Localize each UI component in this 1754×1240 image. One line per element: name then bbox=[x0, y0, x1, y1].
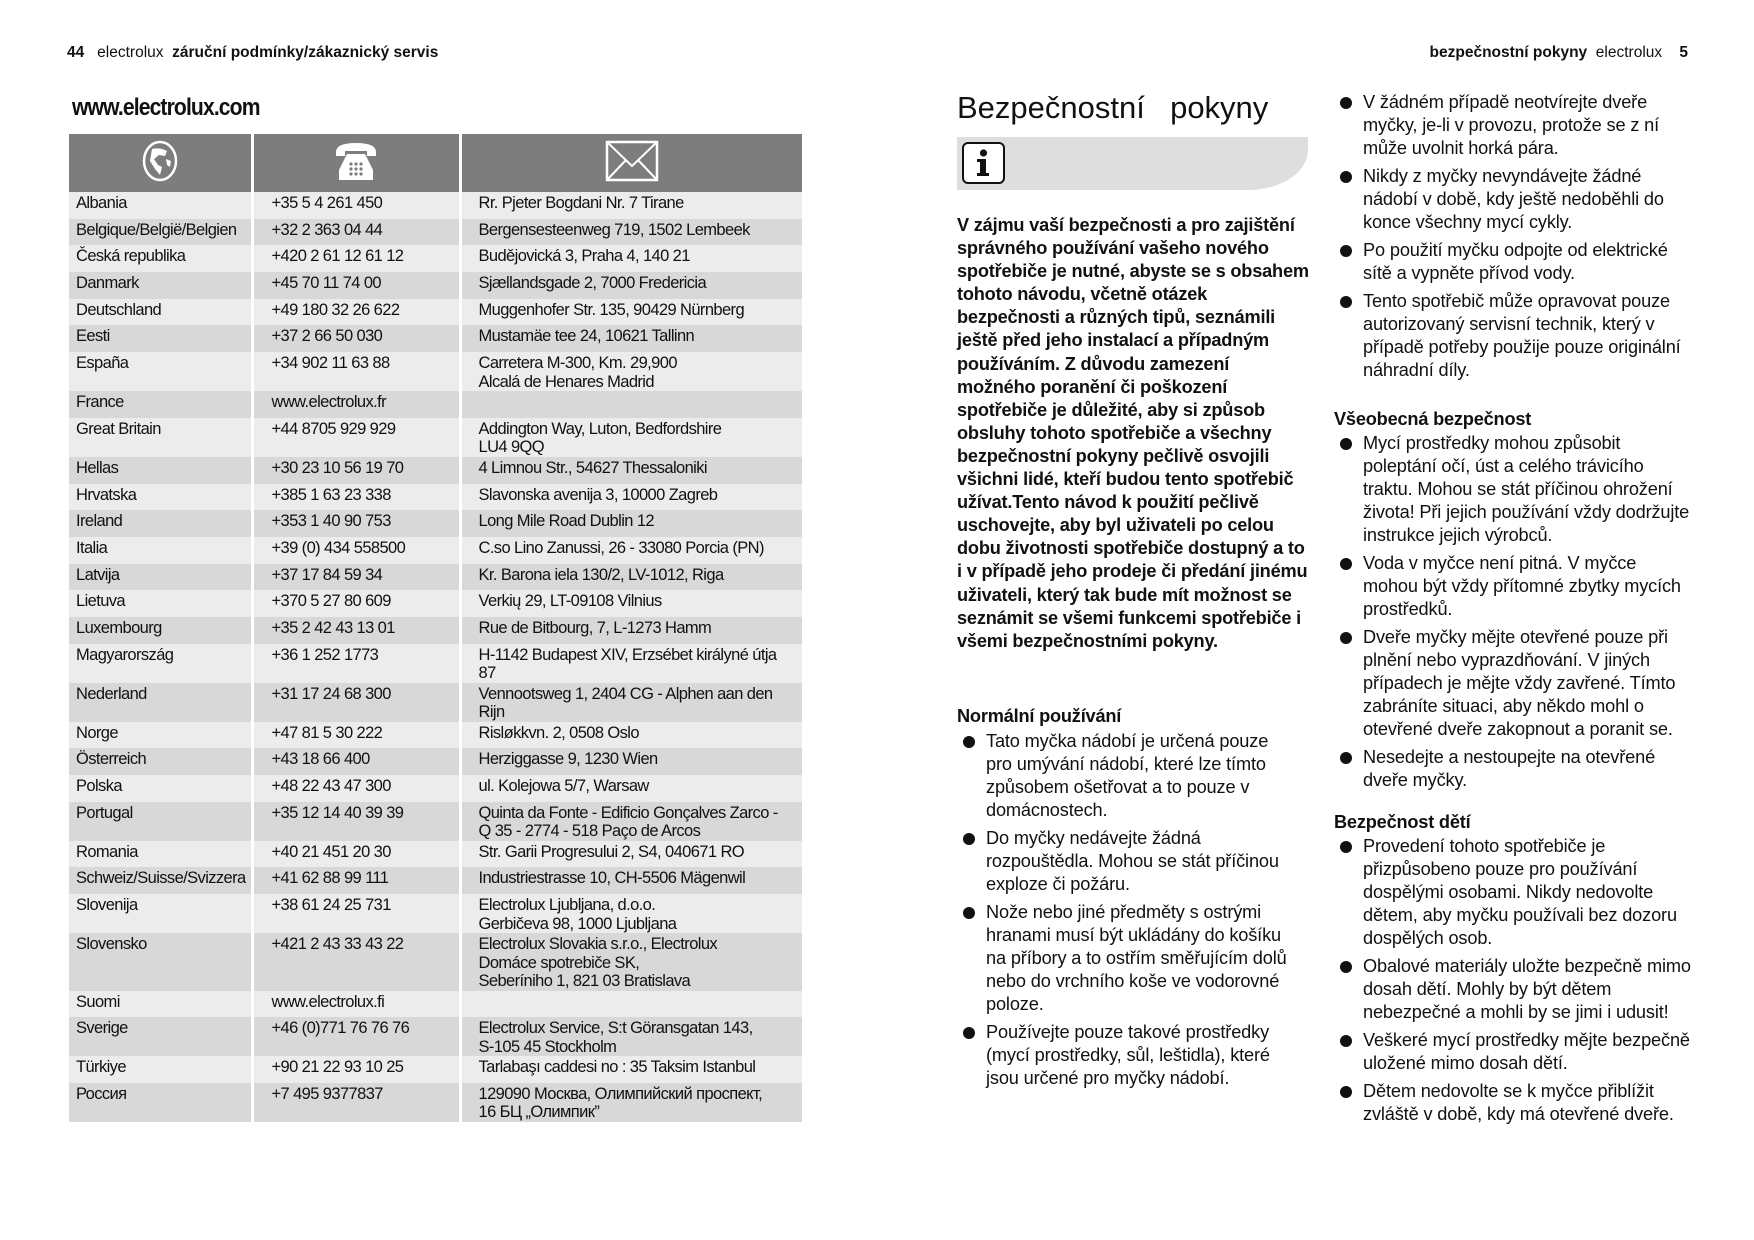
table-row bbox=[69, 245, 802, 272]
list-item bbox=[1340, 552, 1694, 621]
section-heading: Všeobecná bezpečnost bbox=[1334, 409, 1532, 429]
table-row bbox=[69, 775, 802, 802]
country-cell: Slovensko bbox=[69, 933, 252, 991]
address-cell: 129090 Москва, Олимпийский проспект, 16 БЦ „Олимпик” bbox=[460, 1083, 802, 1122]
table-row bbox=[69, 192, 802, 219]
table-row bbox=[69, 867, 802, 894]
list-item-text: Nikdy z myčky nevyndávejte žádné nádobí v době, kdy ještě nedoběhli do konce všechny mycí cykly. bbox=[1363, 166, 1664, 232]
table-row bbox=[69, 991, 802, 1018]
address-cell: Rue de Bitbourg, 7, L-1273 Hamm bbox=[460, 617, 802, 644]
country-cell: Nederland bbox=[69, 683, 252, 722]
address-cell: Verkių 29, LT-09108 Vilnius bbox=[460, 590, 802, 617]
address-cell: Industriestrasse 10, CH-5506 Mägenwil bbox=[460, 867, 802, 894]
phone-cell: +90 21 22 93 10 25 bbox=[252, 1056, 460, 1083]
child-safety-section bbox=[1334, 812, 1696, 1131]
country-cell: Sverige bbox=[69, 1017, 252, 1056]
section-title: záruční podmínky/zákaznický servis bbox=[172, 44, 439, 61]
phone-cell: +35 12 14 40 39 39 bbox=[252, 802, 460, 841]
section-heading: Bezpečnost dětí bbox=[1334, 812, 1471, 832]
table-row bbox=[69, 418, 802, 457]
country-cell: Deutschland bbox=[69, 299, 252, 326]
phone-cell: +38 61 24 25 731 bbox=[252, 894, 460, 933]
country-cell: Great Britain bbox=[69, 418, 252, 457]
list-item bbox=[963, 1021, 1297, 1090]
phone-cell: +30 23 10 56 19 70 bbox=[252, 457, 460, 484]
phone-cell: +37 2 66 50 030 bbox=[252, 325, 460, 352]
address-cell: Budějovická 3, Praha 4, 140 21 bbox=[460, 245, 802, 272]
list-item bbox=[1340, 165, 1692, 234]
country-cell: Latvija bbox=[69, 564, 252, 591]
list-item bbox=[1340, 91, 1692, 160]
phone-cell: +48 22 43 47 300 bbox=[252, 775, 460, 802]
phone-column-header bbox=[252, 134, 460, 192]
country-cell: Österreich bbox=[69, 748, 252, 775]
country-cell: Česká republika bbox=[69, 245, 252, 272]
table-row bbox=[69, 537, 802, 564]
bullet-icon bbox=[963, 1027, 975, 1039]
page-title: Bezpečnostní pokyny bbox=[957, 90, 1269, 125]
list-item-text: Provedení tohoto spotřebiče je přizpůsobeno pouze pro používání dospělými osobami. Nikdy nedovolte dětem, aby myčku používali bez dozoru dospělých osob. bbox=[1363, 836, 1677, 948]
info-icon bbox=[962, 142, 1005, 184]
phone-cell: +37 17 84 59 34 bbox=[252, 564, 460, 591]
bullet-icon bbox=[1340, 296, 1352, 308]
phone-cell: +45 70 11 74 00 bbox=[252, 272, 460, 299]
address-cell: C.so Lino Zanussi, 26 - 33080 Porcia (PN) bbox=[460, 537, 802, 564]
address-cell: Sjællandsgade 2, 7000 Fredericia bbox=[460, 272, 802, 299]
list-item bbox=[1340, 626, 1694, 741]
phone-cell: +49 180 32 26 622 bbox=[252, 299, 460, 326]
address-cell: Bergensesteenweg 719, 1502 Lembeek bbox=[460, 219, 802, 246]
country-cell: Belgique/België/Belgien bbox=[69, 219, 252, 246]
address-cell: Slavonska avenija 3, 10000 Zagreb bbox=[460, 484, 802, 511]
address-cell: Quinta da Fonte - Edificio Gonçalves Zarco - Q 35 - 2774 - 518 Paço de Arcos bbox=[460, 802, 802, 841]
right-running-header bbox=[1430, 44, 1688, 62]
list-item-text: Do myčky nedávejte žádná rozpouštědla. Mohou se stát příčinou exploze či požáru. bbox=[986, 828, 1279, 894]
address-cell: Long Mile Road Dublin 12 bbox=[460, 510, 802, 537]
country-cell: Hellas bbox=[69, 457, 252, 484]
address-cell: H-1142 Budapest XIV, Erzsébet királyné útja 87 bbox=[460, 644, 802, 683]
phone-cell: www.electrolux.fi bbox=[252, 991, 460, 1018]
page-number: 5 bbox=[1679, 44, 1688, 61]
phone-cell: +47 81 5 30 222 bbox=[252, 722, 460, 749]
table-row bbox=[69, 564, 802, 591]
table-row bbox=[69, 802, 802, 841]
table-row bbox=[69, 722, 802, 749]
country-cell: Eesti bbox=[69, 325, 252, 352]
country-cell: France bbox=[69, 391, 252, 418]
bullet-list bbox=[963, 730, 1297, 1090]
address-cell bbox=[460, 991, 802, 1018]
phone-cell: +34 902 11 63 88 bbox=[252, 352, 460, 391]
table-row bbox=[69, 1017, 802, 1056]
address-cell: ul. Kolejowa 5/7, Warsaw bbox=[460, 775, 802, 802]
country-cell: Slovenija bbox=[69, 894, 252, 933]
list-item-text: Používejte pouze takové prostředky (mycí prostředky, sůl, leštidla), které jsou určené pro myčky nádobí. bbox=[986, 1022, 1270, 1088]
phone-cell: +41 62 88 99 111 bbox=[252, 867, 460, 894]
list-item-text: Mycí prostředky mohou způsobit poleptání očí, úst a celého trávicího traktu. Mohou se stát příčinou ohrožení života! Při jejich používání vždy dodržujte instrukce jejich výrobců. bbox=[1363, 433, 1690, 545]
bullet-icon bbox=[963, 833, 975, 845]
table-row bbox=[69, 510, 802, 537]
bullet-icon bbox=[1340, 1086, 1352, 1098]
country-cell: Romania bbox=[69, 841, 252, 868]
table-row bbox=[69, 352, 802, 391]
phone-cell: +421 2 43 33 43 22 bbox=[252, 933, 460, 991]
table-row bbox=[69, 748, 802, 775]
country-cell: Россия bbox=[69, 1083, 252, 1122]
list-item bbox=[963, 827, 1297, 896]
bullet-icon bbox=[963, 907, 975, 919]
bullet-icon bbox=[963, 736, 975, 748]
bullet-list bbox=[1340, 835, 1696, 1126]
table-row bbox=[69, 457, 802, 484]
list-item bbox=[1340, 290, 1692, 382]
bullet-icon bbox=[1340, 97, 1352, 109]
normal-use-section bbox=[957, 706, 1297, 1095]
table-row bbox=[69, 590, 802, 617]
table-row bbox=[69, 484, 802, 511]
list-item-text: Veškeré mycí prostředky mějte bezpečně uložené mimo dosah dětí. bbox=[1363, 1030, 1690, 1073]
country-cell: Hrvatska bbox=[69, 484, 252, 511]
phone-cell: +46 (0)771 76 76 76 bbox=[252, 1017, 460, 1056]
list-item-text: Dětem nedovolte se k myčce přiblížit zvláště v době, kdy má otevřené dveře. bbox=[1363, 1081, 1674, 1124]
address-cell bbox=[460, 391, 802, 418]
country-cell: Schweiz/Suisse/Svizzera bbox=[69, 867, 252, 894]
intro-paragraph: V zájmu vaší bezpečnosti a pro zajištění správného používání vašeho nového spotřebiče je nutné, abyste se s obsahem tohoto návodu, včetně otázek bezpečnosti a různých tipů, seznámili ještě před jeho instalací a případným používáním. Z důvodu zamezení možného poranění či poškození spotřebiče je důležité, aby si způsob obsluhy tohoto spotřebiče a všechny bezpečnostní pokyny pečlivě osvojili všichni lidé, kteří budou tento spotřebič užívat.Tento návod k použití pečlivě uschovejte, aby byl uživateli po celou dobu životnosti spotřebiče dostupný a to i v případě jeho prodeje či předání jinému uživateli, který tak bude mít možnost se seznámit se všemi funkcemi spotřebiče i všemi bezpečnostními pokyny. bbox=[957, 215, 1309, 651]
address-cell: 4 Limnou Str., 54627 Thessaloniki bbox=[460, 457, 802, 484]
country-cell: España bbox=[69, 352, 252, 391]
table-row bbox=[69, 391, 802, 418]
country-cell: Albania bbox=[69, 192, 252, 219]
phone-cell: +32 2 363 04 44 bbox=[252, 219, 460, 246]
phone-cell: +39 (0) 434 558500 bbox=[252, 537, 460, 564]
table-row bbox=[69, 219, 802, 246]
phone-cell: +35 5 4 261 450 bbox=[252, 192, 460, 219]
bullet-icon bbox=[1340, 752, 1352, 764]
table-row bbox=[69, 1056, 802, 1083]
list-item-text: Voda v myčce není pitná. V myčce mohou být vždy přítomné zbytky mycích prostředků. bbox=[1363, 553, 1681, 619]
envelope-icon bbox=[605, 140, 659, 182]
address-cell: Muggenhofer Str. 135, 90429 Nürnberg bbox=[460, 299, 802, 326]
bullet-icon bbox=[1340, 632, 1352, 644]
contact-table bbox=[69, 134, 802, 1122]
phone-cell: +420 2 61 12 61 12 bbox=[252, 245, 460, 272]
bullet-icon bbox=[1340, 1035, 1352, 1047]
country-cell: Polska bbox=[69, 775, 252, 802]
page-number: 44 bbox=[67, 44, 85, 61]
phone-cell: +40 21 451 20 30 bbox=[252, 841, 460, 868]
address-cell: Str. Garii Progresului 2, S4, 040671 RO bbox=[460, 841, 802, 868]
list-item bbox=[963, 730, 1297, 822]
country-cell: Luxembourg bbox=[69, 617, 252, 644]
address-cell: Addington Way, Luton, Bedfordshire LU4 9QQ bbox=[460, 418, 802, 457]
table-row bbox=[69, 325, 802, 352]
bullet-icon bbox=[1340, 171, 1352, 183]
list-item bbox=[1340, 835, 1696, 950]
country-cell: Italia bbox=[69, 537, 252, 564]
phone-cell: +44 8705 929 929 bbox=[252, 418, 460, 457]
list-item bbox=[1340, 432, 1694, 547]
phone-cell: +370 5 27 80 609 bbox=[252, 590, 460, 617]
phone-cell: +35 2 42 43 13 01 bbox=[252, 617, 460, 644]
list-item bbox=[963, 901, 1297, 1016]
table-header-row bbox=[69, 134, 802, 192]
bullet-icon bbox=[1340, 961, 1352, 973]
brand: electrolux bbox=[1595, 44, 1663, 61]
list-item bbox=[1340, 955, 1696, 1024]
list-item bbox=[1340, 746, 1694, 792]
left-running-header bbox=[67, 44, 438, 62]
table-row bbox=[69, 683, 802, 722]
address-cell: Vennootsweg 1, 2404 CG - Alphen aan den Rijn bbox=[460, 683, 802, 722]
list-item-text: V žádném případě neotvírejte dveře myčky, je-li v provozu, protože se z ní může uvolnit horká pára. bbox=[1363, 92, 1660, 158]
section-heading: Normální používání bbox=[957, 706, 1122, 726]
phone-cell: +31 17 24 68 300 bbox=[252, 683, 460, 722]
phone-cell: +7 495 9377837 bbox=[252, 1083, 460, 1122]
table-row bbox=[69, 299, 802, 326]
general-safety-section bbox=[1334, 409, 1694, 797]
table-row bbox=[69, 644, 802, 683]
bullet-icon bbox=[1340, 438, 1352, 450]
table-row bbox=[69, 933, 802, 991]
brand: electrolux bbox=[97, 44, 164, 61]
bullet-icon bbox=[1340, 558, 1352, 570]
globe-icon bbox=[140, 139, 180, 183]
address-cell: Tarlabaşı caddesi no : 35 Taksim Istanbul bbox=[460, 1056, 802, 1083]
table-row bbox=[69, 1083, 802, 1122]
phone-cell: +36 1 252 1773 bbox=[252, 644, 460, 683]
phone-cell: +385 1 63 23 338 bbox=[252, 484, 460, 511]
bullet-list bbox=[1340, 432, 1694, 792]
country-column-header bbox=[69, 134, 252, 192]
address-cell: Electrolux Service, S:t Göransgatan 143, S-105 45 Stockholm bbox=[460, 1017, 802, 1056]
table-row bbox=[69, 617, 802, 644]
address-cell: Kr. Barona iela 130/2, LV-1012, Riga bbox=[460, 564, 802, 591]
address-cell: Electrolux Slovakia s.r.o., Electrolux Domáce spotrebiče SK, Seberíniho 1, 821 03 Bratislava bbox=[460, 933, 802, 991]
country-cell: Türkiye bbox=[69, 1056, 252, 1083]
list-item bbox=[1340, 239, 1692, 285]
country-cell: Lietuva bbox=[69, 590, 252, 617]
section-title: bezpečnostní pokyny bbox=[1429, 44, 1588, 61]
table-row bbox=[69, 841, 802, 868]
country-cell: Portugal bbox=[69, 802, 252, 841]
address-column-header bbox=[460, 134, 802, 192]
address-cell: Electrolux Ljubljana, d.o.o. Gerbičeva 98, 1000 Ljubljana bbox=[460, 894, 802, 933]
phone-cell: +353 1 40 90 753 bbox=[252, 510, 460, 537]
list-item-text: Po použití myčku odpojte od elektrické sítě a vypněte přívod vody. bbox=[1363, 240, 1668, 283]
country-cell: Magyarország bbox=[69, 644, 252, 683]
address-cell: Carretera M-300, Km. 29,900 Alcalá de Henares Madrid bbox=[460, 352, 802, 391]
list-item bbox=[1340, 1080, 1696, 1126]
phone-cell: www.electrolux.fr bbox=[252, 391, 460, 418]
list-item-text: Nože nebo jiné předměty s ostrými hranami musí být ukládány do košíku na příbory a to ostřím směřujícím dolů nebo do vrchního koše ve vodorovné poloze. bbox=[986, 902, 1287, 1014]
info-banner bbox=[957, 137, 1308, 190]
country-cell: Danmark bbox=[69, 272, 252, 299]
country-cell: Suomi bbox=[69, 991, 252, 1018]
address-cell: Risløkkvn. 2, 0508 Oslo bbox=[460, 722, 802, 749]
list-item bbox=[1340, 1029, 1696, 1075]
bullet-icon bbox=[1340, 245, 1352, 257]
bullet-list bbox=[1340, 91, 1692, 382]
address-cell: Herziggasse 9, 1230 Wien bbox=[460, 748, 802, 775]
normal-use-continued bbox=[1340, 91, 1692, 387]
address-cell: Mustamäe tee 24, 10621 Tallinn bbox=[460, 325, 802, 352]
list-item-text: Obalové materiály uložte bezpečně mimo dosah dětí. Mohly by být dětem nebezpečné a mohli by se jimi i udusit! bbox=[1363, 956, 1691, 1022]
list-item-text: Dveře myčky mějte otevřené pouze při plnění nebo vyprazdňování. V jiných případech je mějte vždy zavřené. Tímto zabráníte situaci, aby někdo mohl o otevřené dveře zakopnout a poranit se. bbox=[1363, 627, 1676, 739]
table-row bbox=[69, 272, 802, 299]
country-cell: Norge bbox=[69, 722, 252, 749]
bullet-icon bbox=[1340, 841, 1352, 853]
country-cell: Ireland bbox=[69, 510, 252, 537]
table-row bbox=[69, 894, 802, 933]
phone-cell: +43 18 66 400 bbox=[252, 748, 460, 775]
list-item-text: Tato myčka nádobí je určená pouze pro umývání nádobí, které lze tímto způsobem ošetřovat a to pouze v domácnostech. bbox=[986, 731, 1269, 820]
telephone-icon bbox=[333, 140, 379, 182]
list-item-text: Tento spotřebič může opravovat pouze autorizovaný servisní technik, který v případě potřeby použije pouze originální náhradní díly. bbox=[1363, 291, 1681, 380]
address-cell: Rr. Pjeter Bogdani Nr. 7 Tirane bbox=[460, 192, 802, 219]
website-heading: www.electrolux.com bbox=[72, 94, 260, 121]
list-item-text: Nesedejte a nestoupejte na otevřené dveře myčky. bbox=[1363, 747, 1656, 790]
